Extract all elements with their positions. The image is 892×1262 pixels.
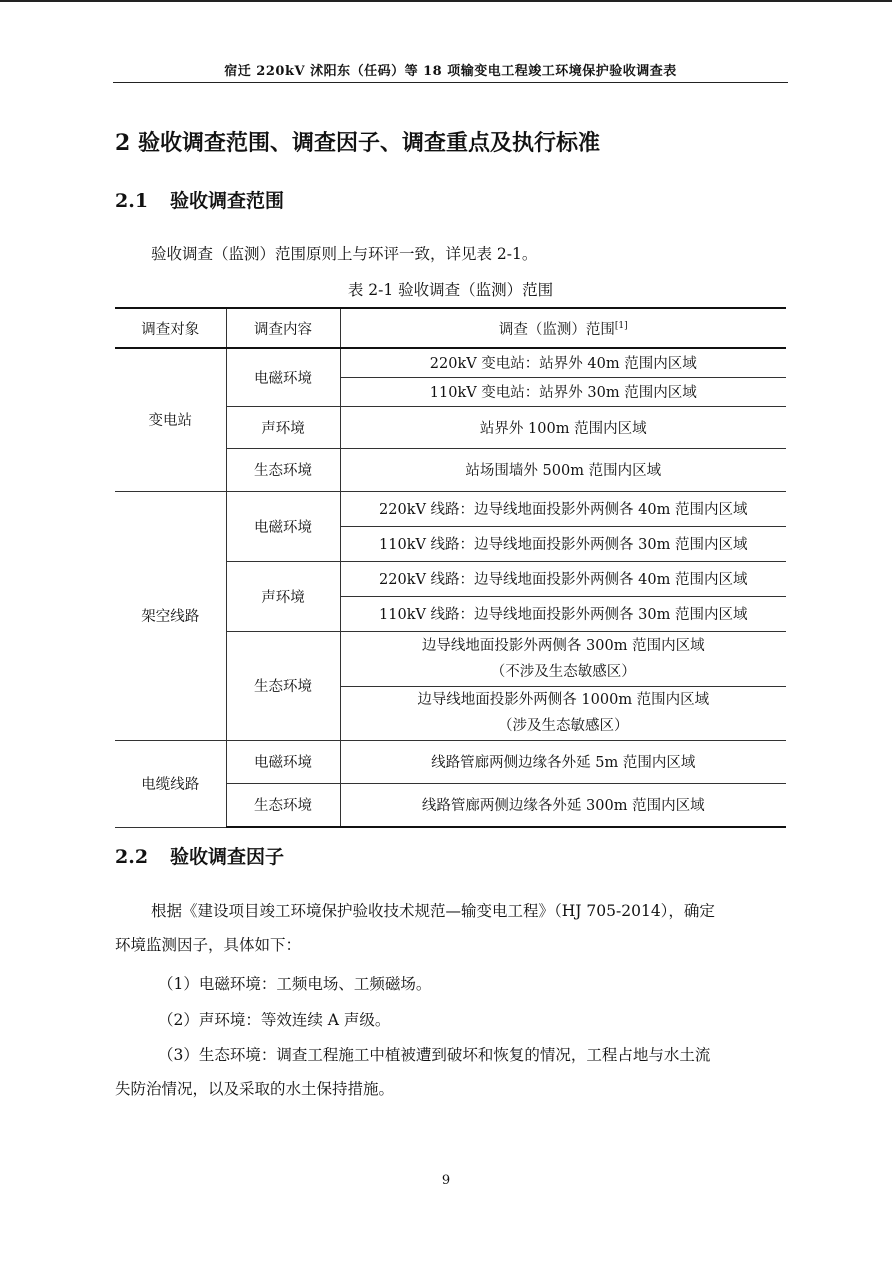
subsection-title: 验收调查因子 — [170, 846, 285, 868]
object-cell: 电缆线路 — [115, 740, 226, 827]
body-paragraph: 根据《建设项目竣工环境保护验收技术规范—输变电工程》（HJ 705-2014），确定 — [151, 902, 715, 920]
range-cell: 110kV 变电站：站界外 30m 范围内区域 — [340, 377, 786, 406]
range-cell: 110kV 线路：边导线地面投影外两侧各 30m 范围内区域 — [340, 596, 786, 631]
content-cell: 声环境 — [226, 561, 340, 631]
table-row — [115, 348, 786, 377]
range-cell: 线路管廊两侧边缘各外延 5m 范围内区域 — [340, 740, 786, 783]
content-cell: 生态环境 — [226, 448, 340, 491]
content-cell: 电磁环境 — [226, 348, 340, 406]
header-range-label: 调查（监测）范围 — [498, 321, 615, 338]
top-border — [0, 0, 892, 2]
range-cell: 线路管廊两侧边缘各外延 300m 范围内区域 — [340, 783, 786, 827]
header-content: 调查内容 — [226, 308, 340, 348]
content-cell: 生态环境 — [226, 783, 340, 827]
header-object: 调查对象 — [115, 308, 226, 348]
list-item: （2）声环境：等效连续 A 声级。 — [158, 1011, 391, 1029]
range-cell — [340, 686, 786, 740]
range-line: 边导线地面投影外两侧各 1000m 范围内区域 — [417, 692, 710, 708]
page-number: 9 — [441, 1173, 451, 1188]
range-cell: 220kV 变电站：站界外 40m 范围内区域 — [340, 348, 786, 377]
table-header-row — [115, 308, 786, 348]
table-caption: 表 2-1 验收调查（监测）范围 — [347, 281, 554, 299]
range-line: 边导线地面投影外两侧各 300m 范围内区域 — [421, 637, 705, 654]
body-paragraph: 环境监测因子，具体如下： — [115, 936, 302, 954]
content-cell: 声环境 — [226, 406, 340, 448]
running-header: 宿迁 220kV 沭阳东（任码）等 18 项输变电工程竣工环境保护验收调查表 — [224, 64, 677, 79]
range-note: （涉及生态敏感区） — [498, 718, 629, 734]
table-row — [115, 740, 786, 783]
range-cell: 220kV 线路：边导线地面投影外两侧各 40m 范围内区域 — [340, 561, 786, 596]
content-cell: 电磁环境 — [226, 740, 340, 783]
header-rule — [113, 82, 788, 83]
section-title: 2 验收调查范围、调查因子、调查重点及执行标准 — [115, 130, 600, 156]
list-item: （1）电磁环境：工频电场、工频磁场。 — [158, 975, 432, 993]
footnote-ref: [1] — [614, 320, 628, 331]
object-cell: 变电站 — [115, 348, 226, 491]
list-item-continuation: 失防治情况，以及采取的水土保持措施。 — [115, 1080, 395, 1098]
subsection-title: 验收调查范围 — [170, 190, 285, 212]
subsection-number: 2.2 — [115, 846, 149, 868]
range-cell — [340, 631, 786, 686]
subsection-2-1-heading — [115, 186, 284, 213]
intro-paragraph: 验收调查（监测）范围原则上与环评一致，详见表 2-1。 — [151, 245, 538, 263]
object-cell: 架空线路 — [115, 491, 226, 740]
subsection-number: 2.1 — [115, 190, 149, 212]
list-item: （3）生态环境：调查工程施工中植被遭到破坏和恢复的情况，工程占地与水土流 — [158, 1046, 711, 1064]
table-row — [115, 491, 786, 526]
subsection-2-2-heading — [115, 842, 284, 869]
range-cell: 110kV 线路：边导线地面投影外两侧各 30m 范围内区域 — [340, 526, 786, 561]
range-note: （不涉及生态敏感区） — [490, 663, 636, 680]
content-cell: 电磁环境 — [226, 491, 340, 561]
header-range — [340, 308, 786, 348]
range-cell: 220kV 线路：边导线地面投影外两侧各 40m 范围内区域 — [340, 491, 786, 526]
range-cell: 站场围墙外 500m 范围内区域 — [340, 448, 786, 491]
scope-table — [115, 307, 786, 828]
content-cell: 生态环境 — [226, 631, 340, 740]
range-cell: 站界外 100m 范围内区域 — [340, 406, 786, 448]
